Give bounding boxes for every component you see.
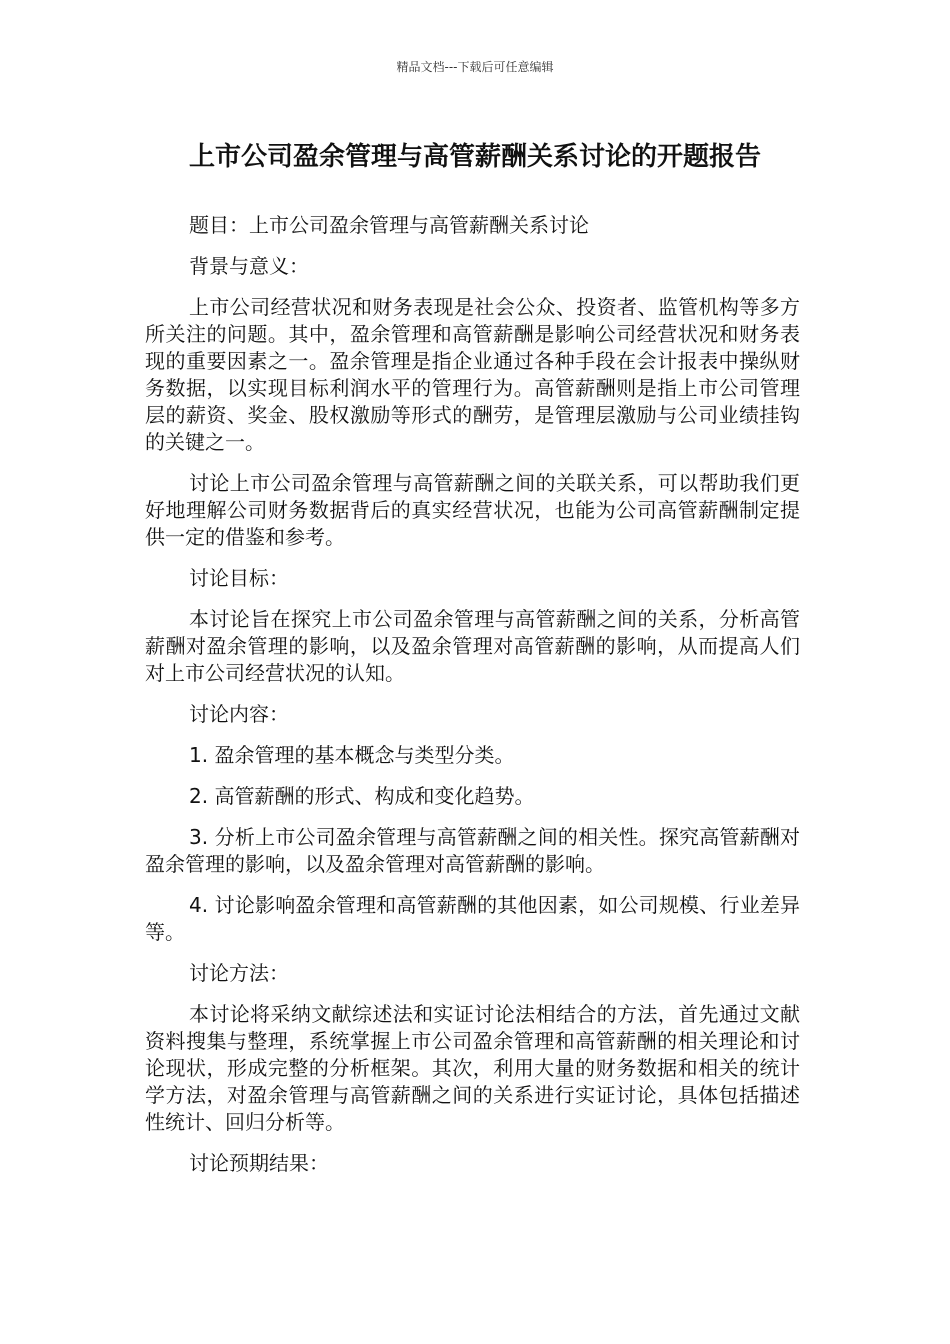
document-body: [145, 212, 800, 1191]
page-header-note: 精品文档---下载后可任意编辑: [396, 60, 554, 74]
section-heading-content: 讨论内容：: [189, 702, 289, 726]
list-item: 3. 分析上市公司盈余管理与高管薪酬之间的相关性。探究高管薪酬对盈余管理的影响，以及盈余管理对高管薪酬的影响。: [145, 825, 800, 876]
body-paragraph: 本讨论将采纳文献综述法和实证讨论法相结合的方法，首先通过文献资料搜集与整理，系统掌握上市公司盈余管理和高管薪酬的相关理论和讨论现状，形成完整的分析框架。其次，利用大量的财务数据和相关的统计学方法，对盈余管理与高管薪酬之间的关系进行实证讨论，具体包括描述性统计、回归分析等。: [145, 1002, 800, 1134]
document-title: 上市公司盈余管理与高管薪酬关系讨论的开题报告: [188, 142, 761, 172]
body-paragraph: 讨论上市公司盈余管理与高管薪酬之间的关联关系，可以帮助我们更好地理解公司财务数据背后的真实经营状况，也能为公司高管薪酬制定提供一定的借鉴和参考。: [145, 471, 800, 549]
list-item: 2. 高管薪酬的形式、构成和变化趋势。: [189, 784, 535, 808]
list-item: 1. 盈余管理的基本概念与类型分类。: [189, 743, 515, 767]
body-paragraph: 本讨论旨在探究上市公司盈余管理与高管薪酬之间的关系，分析高管薪酬对盈余管理的影响，以及盈余管理对高管薪酬的影响，从而提高人们对上市公司经营状况的认知。: [145, 607, 800, 685]
list-item: 4. 讨论影响盈余管理和高管薪酬的其他因素，如公司规模、行业差异等。: [145, 893, 800, 944]
section-heading-background: 背景与意义：: [189, 254, 309, 278]
section-heading-methods: 讨论方法：: [189, 961, 289, 985]
section-heading-goals: 讨论目标：: [189, 566, 289, 590]
section-heading-expected-results: 讨论预期结果：: [189, 1151, 329, 1175]
body-paragraph: 上市公司经营状况和财务表现是社会公众、投资者、监管机构等多方所关注的问题。其中，盈余管理和高管薪酬是影响公司经营状况和财务表现的重要因素之一。盈余管理是指企业通过各种手段在会计报表中操纵财务数据，以实现目标利润水平的管理行为。高管薪酬则是指上市公司管理层的薪资、奖金、股权激励等形式的酬劳，是管理层激励与公司业绩挂钩的关键之一。: [145, 295, 800, 454]
topic-line: 题目：上市公司盈余管理与高管薪酬关系讨论: [189, 213, 589, 237]
